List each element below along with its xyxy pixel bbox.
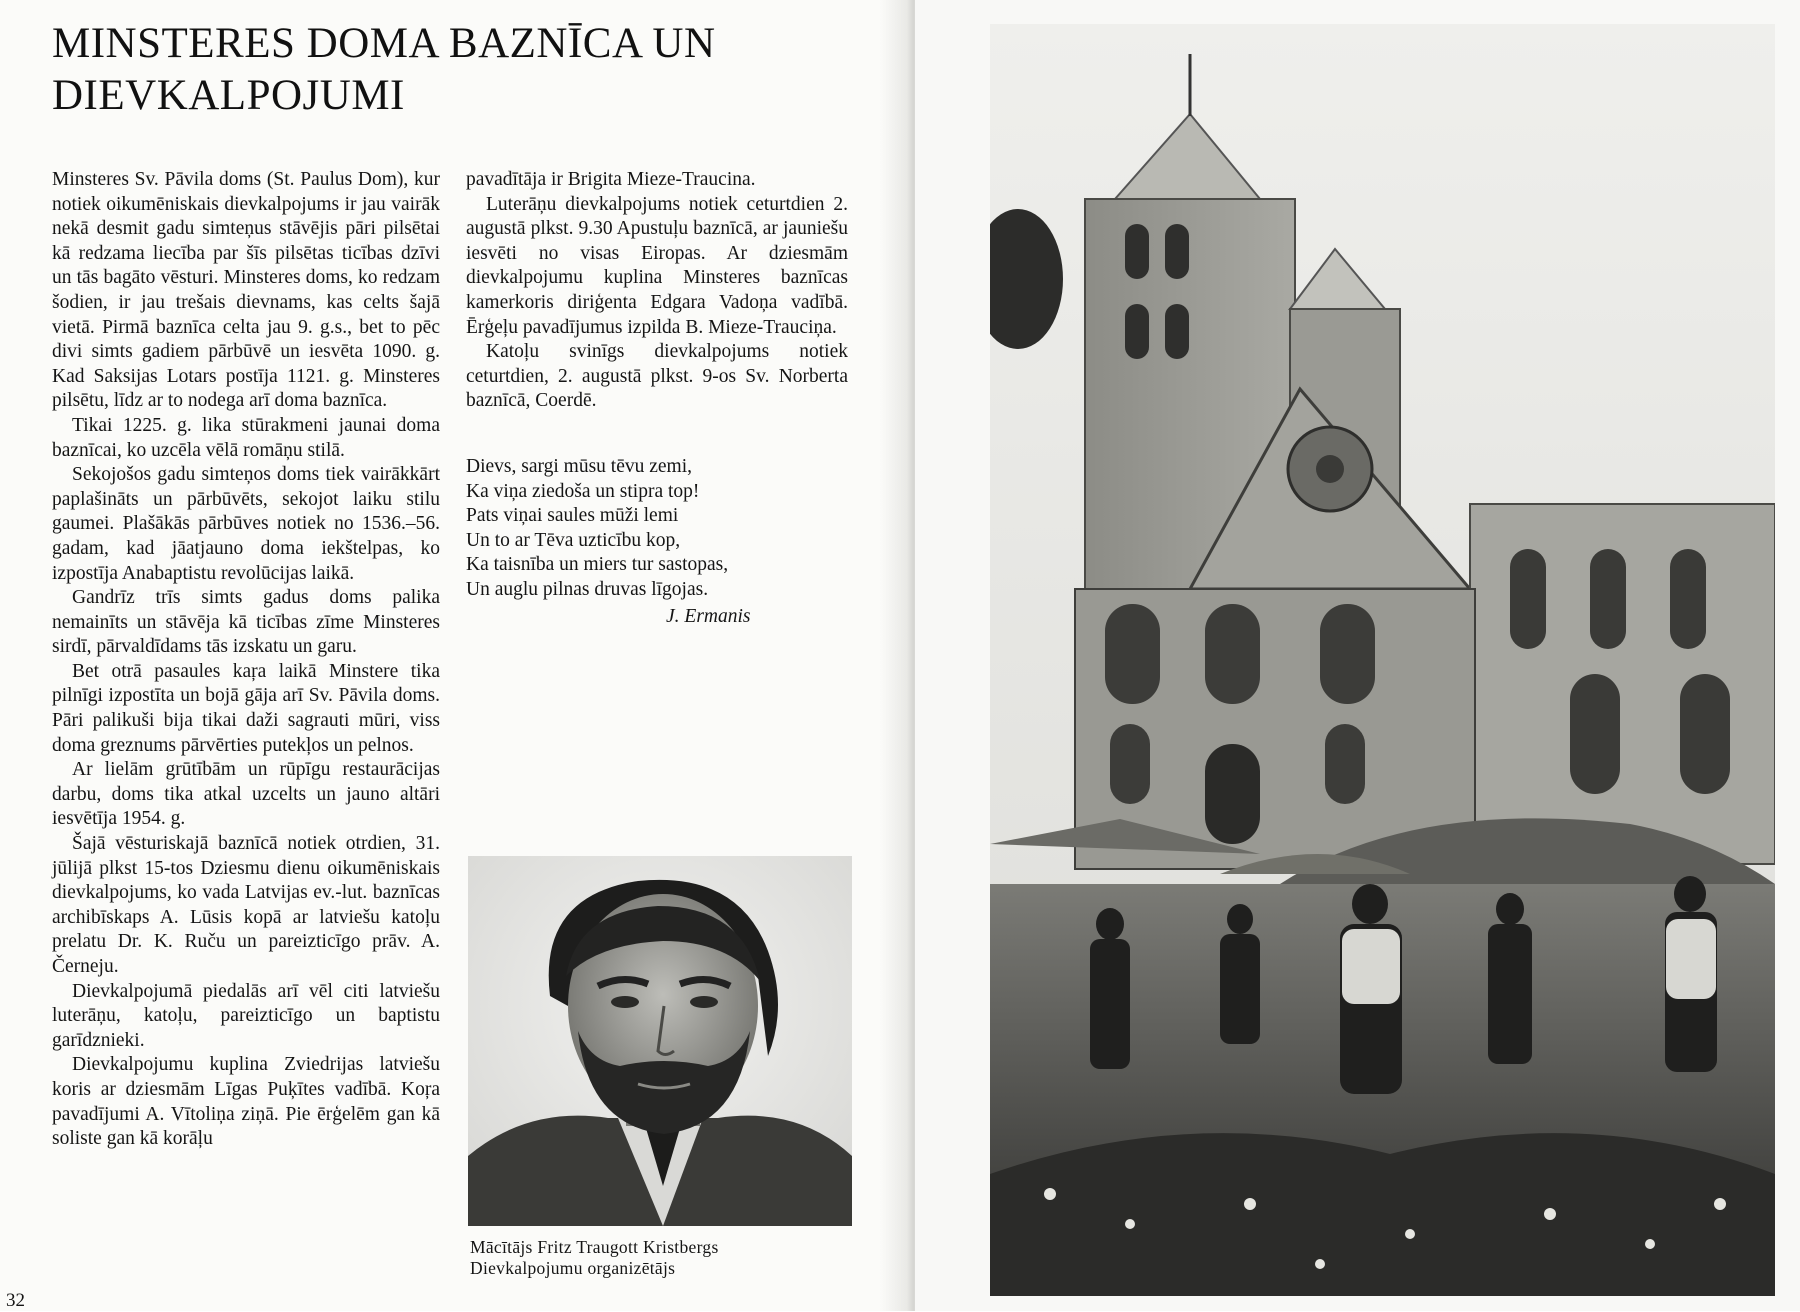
caption-role: Dievkalpojumu organizētājs (470, 1258, 676, 1278)
cathedral-photo (990, 24, 1775, 1296)
paragraph: pavadītāja ir Brigita Mieze-Traucina. (466, 169, 756, 190)
article-title: MINSTERES DOMA BAZNĪCA UN DIEVKALPOJUMI (52, 20, 716, 119)
poem (466, 455, 846, 603)
paragraph: Dievkalpojumā piedalās arī vēl citi latviešu luterāņu, katoļu, pareizticīgo un baptistu garīdznieki. (52, 980, 440, 1051)
portrait-photo (468, 856, 852, 1226)
paragraph: Tikai 1225. g. lika stūrakmeni jaunai doma baznīcai, ko uzcēla vēlā romāņu stilā. (52, 414, 440, 461)
poem-line: Pats viņai saules mūži lemi (466, 505, 679, 527)
poem-line: Dievs, sargi mūsu tēvu zemi, (466, 456, 693, 477)
page-number: 32 (6, 1290, 25, 1311)
paragraph: Luterāņu dievkalpojums notiek ceturtdien 2. augustā plkst. 9.30 Apustuļu baznīcā, ar jauniešu iesvēti no visas Eiropas. Ar dziesmām dievkalpojumu kuplina Minsteres baznīcas kamerkoris diriģenta Edgara Vadoņa vadībā. Ērģeļu pavadījumus izpilda B. Mieze-Trauciņa. (466, 193, 848, 338)
paragraph: Katoļu svinīgs dievkalpojums notiek ceturtdien, 2. augustā plkst. 9-os Sv. Norberta baznīcā, Coerdē. (466, 341, 848, 412)
paragraph: Sekojošos gadu simteņos doms tiek vairākkārt paplašināts un pārbūvēts, sekojot laiku stilu gaumei. Plašākās pārbūves notiek no 1536.–56. gadam, kad jāatjauno doma iekštelpas, ko izpostīja Anabaptistu revolūcijas laikā. (52, 464, 440, 584)
poem-author: J. Ermanis (666, 606, 751, 627)
paragraph: Bet otrā pasaules kaŗa laikā Minstere tika pilnīgi izpostīta un bojā gāja arī Sv. Pāvila doms. Pāri palikuši bija tikai daži sagrauti mūri, viss doma greznums pārvērties putekļos un pelnos. (52, 660, 440, 756)
text-column-1 (52, 168, 440, 1152)
paragraph: Dievkalpojumu kuplina Zviedrijas latviešu koris ar dziesmām Līgas Puķītes vadībā. Koŗa pavadījumi A. Vītoliņa ziņā. Pie ērģelēm gan kā soliste gan kā korāļu (52, 1054, 440, 1150)
right-page (915, 0, 1800, 1311)
portrait-caption (470, 1237, 850, 1279)
paragraph: Šajā vēsturiskajā baznīcā notiek otrdien, 31. jūlijā plkst 15-tos Dziesmu dienu oikumēniskais dievkalpojums, ko vada Latvijas ev.-lut. baznīcas archibīskaps A. Lūsis kopā ar latviešu katoļu prelatu Dr. K. Ruču un pareizticīgo prāv. A. Černeju. (52, 833, 440, 977)
poem-line: Ka taisnība un miers tur sastopas, (466, 554, 729, 576)
poem-line: Ka viņa ziedoša un stipra top! (466, 480, 700, 502)
paragraph: Ar lielām grūtībām un rūpīgu restaurācijas darbu, doms tika atkal uzcelts un jauno altāri iesvētīja 1954. g. (52, 759, 440, 830)
caption-name: Mācītājs Fritz Traugott Kristbergs (470, 1237, 719, 1257)
poem-line: Un auglu pilnas druvas līgojas. (466, 578, 709, 600)
paragraph: Minsteres Sv. Pāvila doms (St. Paulus Dom), kur notiek oikumēniskais dievkalpojums ir jau vairāk nekā desmit gadu simteņus stāvējis pāri pilsētai kā redzama liecība par šīs pilsētas ticības dzīvi un tās bagāto vēsturi. Minsteres doms, ko redzam šodien, ir jau trešais dievnams, kas celts šajā vietā. Pirmā baznīca celta jau 9. g.s., bet to pēc divi simts gadiem pārbūvē un iesvēta 1090. g. Kad Saksijas Lotars postīja 1121. g. Minsteres pilsētu, līdz ar to nodega arī doma baznīca. (52, 169, 440, 412)
paragraph: Gandrīz trīs simts gadus doms palika nemainīts un stāvēja kā ticības zīme Minsteres sirdī, pārvaldīdams tās izskatu un garu. (52, 587, 440, 658)
poem-line: Un to ar Tēva uzticību kop, (466, 529, 681, 551)
text-column-2 (466, 168, 848, 414)
